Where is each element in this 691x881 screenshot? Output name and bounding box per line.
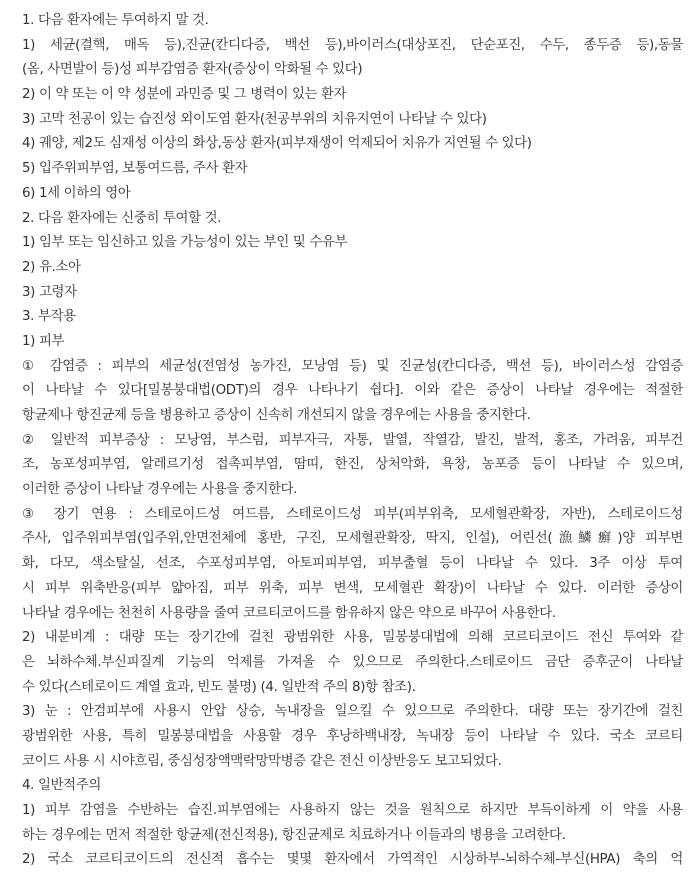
text-line: ③ 장기 연용 : 스테로이드성 여드름, 스테로이드성 피부(피부위축, 모세혈관확장, 자반), 스테로이드성	[22, 506, 683, 522]
text-line: 5) 입주위피부염, 보통여드름, 주사 환자	[22, 161, 248, 177]
text-line: 시 피부 위축반응(피부 얇아짐, 피부 위축, 피부 변색, 모세혈관 확장)이 나타날 수 있다. 이러한 증상이	[22, 580, 683, 596]
text-line: 1) 피부	[22, 333, 65, 349]
text-line: (옴, 사면발이 등)성 피부감염증 환자(증상이 악화될 수 있다)	[22, 62, 363, 78]
text-line: 이 나타날 수 있다[밀봉붕대법(ODT)의 경우 나타나기 쉽다]. 이와 같은 증상이 나타날 경우에는 적절한	[22, 383, 683, 399]
text-line: ① 감염증 : 피부의 세균성(전염성 농가진, 모낭염 등) 및 진균성(칸디다증, 백선 등), 바이러스성 감염증	[22, 358, 683, 374]
text-line: 은 뇌하수체.부신피질계 기능의 억제를 가져올 수 있으므로 주의한다.스테로이드 금단 증후군이 나타날	[22, 654, 683, 670]
text-line: 화, 다모, 색소탈실, 선조, 수포성피부염, 아토피피부염, 피부출혈 등이 나타날 수 있다. 3주 이상 투여	[22, 556, 683, 572]
text-line: 3) 눈 : 안검피부에 사용시 안압 상승, 녹내장을 일으킬 수 있으므로 주의한다. 대량 또는 장기간에 걸친	[22, 704, 683, 720]
text-line: 항균제나 항진균제 등을 병용하고 증상이 신속히 개선되지 않을 경우에는 사용을 중지한다.	[22, 408, 531, 423]
text-line: 2) 유.소아	[22, 259, 81, 275]
text-line: 이러한 증상이 나타날 경우에는 사용을 중지한다.	[22, 482, 298, 498]
text-line: 3. 부작용	[22, 309, 76, 325]
text-line: 3) 고막 천공이 있는 습진성 외이도염 환자(천공부위의 치유지연이 나타날 수 있다)	[22, 111, 487, 127]
text-line: 1) 세균(결핵, 매독 등),진균(칸디다증, 백선 등),바이러스(대상포진, 단순포진, 수두, 종두증 등),동물	[22, 37, 683, 53]
text-line: 3) 고령자	[22, 284, 77, 300]
text-line: 1) 피부 감염을 수반하는 습진.피부염에는 사용하지 않는 것을 원칙으로 하지만 부득이하게 이 약을 사용	[22, 803, 683, 818]
text-line: 코이드 사용 시 시야흐림, 중심성장액맥락망막병증 같은 전신 이상반응도 보고되었다.	[22, 753, 502, 769]
text-line: 1. 다음 환자에는 투여하지 말 것.	[22, 13, 209, 28]
text-line: 4. 일반적주의	[22, 778, 101, 794]
text-line: 2) 이 약 또는 이 약 성분에 과민증 및 그 병력이 있는 환자	[22, 87, 347, 103]
text-line: ② 일반적 피부증상 : 모낭염, 부스럼, 피부자극, 자통, 발열, 작열감, 발진, 발적, 홍조, 가려움, 피부건	[22, 432, 683, 448]
text-line: 2. 다음 환자에는 신중히 투여할 것.	[22, 210, 222, 226]
text-line: 수 있다(스테로이드 계열 효과, 빈도 불명) (4. 일반적 주의 8)항 참조).	[22, 679, 416, 695]
text-line: 하는 경우에는 먼저 적절한 항균제(전신적용), 항진균제로 치료하거나 이들과의 병용을 고려한다.	[22, 827, 566, 843]
text-line: 주사, 입주위피부염(입주위,안면전체에 홍반, 구진, 모세혈관확장, 딱지, 인설), 어린선(漁鱗癬)양 피부변	[22, 531, 683, 547]
text-line: 조, 농포성피부염, 알레르기성 접촉피부염, 땀띠, 한진, 상처악화, 욕창, 농포증 등이 나타날 수 있으며,	[22, 457, 683, 473]
text-line: 1) 임부 또는 임신하고 있을 가능성이 있는 부인 및 수유부	[22, 235, 348, 251]
text-line: 6) 1세 이하의 영아	[22, 185, 131, 201]
text-line: 4) 궤양, 제2도 심재성 이상의 화상,동상 환자(피부재생이 억제되어 치유가 지연될 수 있다)	[22, 136, 532, 152]
text-line: 2) 국소 코르티코이드의 전신적 흡수는 몇몇 환자에서 가역적인 시상하부-뇌하수체-부신(HPA) 축의 억	[22, 852, 683, 868]
text-line: 2) 내분비계 : 대량 또는 장기간에 걸친 광범위한 사용, 밀봉붕대법에 의해 코르티코이드 전신 투여와 같	[22, 630, 683, 646]
text-line: 광범위한 사용, 특히 밀봉붕대법을 사용할 경우 후낭하백내장, 녹내장 등이 나타날 수 있다. 국소 코르티	[22, 728, 683, 744]
text-line: 나타날 경우에는 천천히 사용량을 줄여 코르티코이드를 함유하지 않은 약으로 바꾸어 사용한다.	[22, 605, 556, 621]
